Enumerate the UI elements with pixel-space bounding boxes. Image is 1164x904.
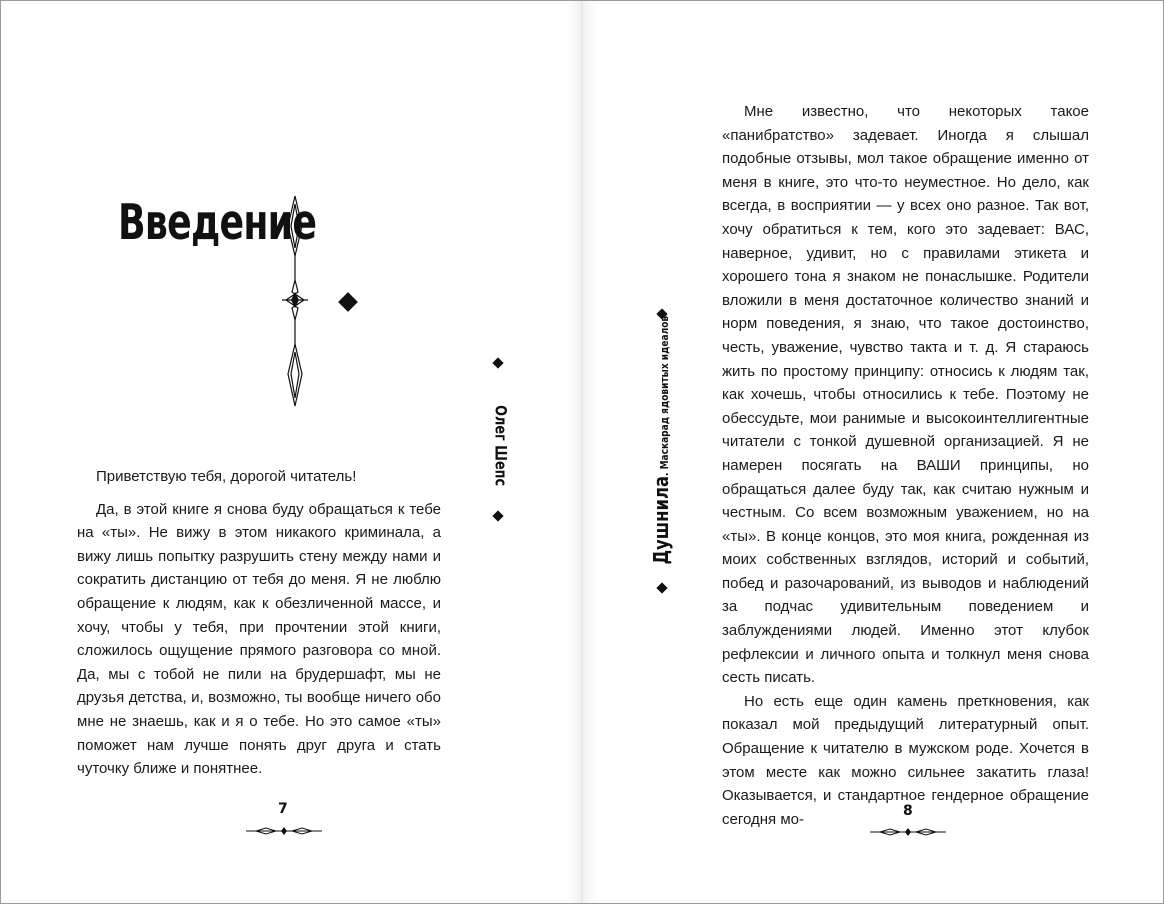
paragraph: Да, в этой книге я снова буду обращаться к тебе на «ты». Не вижу в этом никакого криминала, а вижу лишь попытку разрушить стену между нами и сократить дистанцию от тебя до меня. Я не люблю обращение к людям, как к обезличенной массе, и хочу, чтобы у тебя, при прочтении этой книги, сложилось ощущение прямого разговора со мной. Да, мы с тобой не пили на брудершафт, мы не друзья детства, и, возможно, ты вообще ничего обо мне не знаешь, как и я о тебе. Но это самое «ты» поможет нам лучше понять друг друга и стать чуточку ближе и понятнее. [77, 500, 441, 778]
paragraph: Но есть еще один камень преткновения, как показал мой предыдущий литературный опыт. Обращение к читателю в мужском роде. Хочется в этом месте как можно сильнее закатить глаза! Оказывается, и стандартное гендерное обращение сегодня мо- [722, 692, 1089, 828]
greeting-line: Приветствую тебя, дорогой читатель! [96, 468, 357, 485]
page-number: 7 [278, 801, 288, 817]
book-title: Душнила [649, 475, 673, 565]
paragraph: Мне известно, что некоторых такое «панибратство» задевает. Иногда я слышал подобные отзывы, мол такое обращение именно от меня в книге, это что-то неуместное. Но дело, как всегда, в восприятии — у всех оно разное. Так вот, хочу обратиться к тем, кого это задевает: ВАС, наверное, удивит, но с правилами этикета и хорошего тона я знаком не понаслышке. Родители вложили в меня достаточное количество знаний и норм поведения, я знаю, что такое достоинство, честь, уважение, чувство такта и т. д. Я стараюсь жить по простому принципу: относись к людям так, как хочешь, чтобы относились к тебе. Поэтому не обессудьте, мои ранимые и высокоинтеллигентные читатели с тонкой душевной организацией. Я не намерен посягать на ВАШИ принципы, но обращаться далее буду так, как считаю нужным и честным. Со всем возможным уважением, но на «ты». В конце концов, это моя книга, рожденная из моих собственных взглядов, историй и событий, побед и разочарований, из выводов и наблюдений за подчас удивительным поведением и заблуждениями людей. Именно этот клубок рефлексии и личного опыта и толкнул меня снова сесть писать. [722, 103, 1089, 687]
chapter-title: Введение [118, 194, 317, 251]
book-subtitle: . Маскарад ядовитых идеалов [658, 315, 671, 476]
author-name: Олег Шепс [491, 405, 511, 487]
page-number: 8 [903, 803, 913, 819]
